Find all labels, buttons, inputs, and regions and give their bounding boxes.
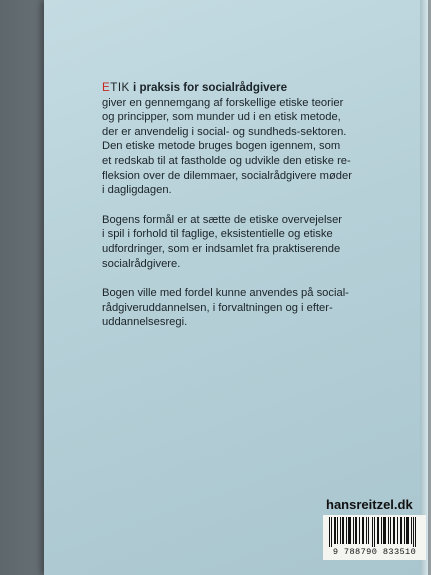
text-line: et redskab til at fastholde og udvikle den etiske re- [102,154,351,167]
paragraph-1 [102,96,374,198]
publisher-url: hansreitzel.dk [326,497,413,512]
isbn-number: 9 788790 833510 [332,547,417,557]
text-line: udfordringer, som er indsamlet fra praktiserende [102,242,341,255]
paragraph-3 [102,286,374,330]
book-title [102,81,374,96]
text-line: Bogens formål er at sætte de etiske overvejelser [102,213,343,226]
paragraph-2 [102,213,374,271]
barcode-bars [327,517,422,547]
paragraph-gap [102,198,374,213]
text-line: giver en gennemgang af forskellige etiske teorier [102,96,344,109]
isbn-barcode [323,515,426,560]
text-line: der er anvendelig i social- og sundheds-sektoren. [102,125,347,138]
book-page-edge [420,0,428,575]
text-line: og principper, som munder ud i en etisk metode, [102,111,341,124]
text-line: socialrådgivere. [102,257,181,270]
title-letter-e: E [102,81,111,94]
title-subtitle: i praksis for socialrådgivere [129,81,288,94]
text-line: rådgiveruddannelsen, i forvaltningen og i efter- [102,301,333,314]
text-line: uddannelsesregi. [102,316,188,329]
text-line: i dagligdagen. [102,184,172,197]
text-line: Bogen ville med fordel kunne anvendes på social- [102,287,349,300]
title-letters-tik: TIK [110,81,130,94]
blurb-text [102,81,374,330]
text-line: fleksion over de dilemmaer, socialrådgivere møder [102,169,352,182]
paragraph-gap [102,271,374,286]
text-line: i spil i forhold til faglige, eksistentielle og etiske [102,228,333,241]
text-line: Den etiske metode bruges bogen igennem, som [102,140,341,153]
